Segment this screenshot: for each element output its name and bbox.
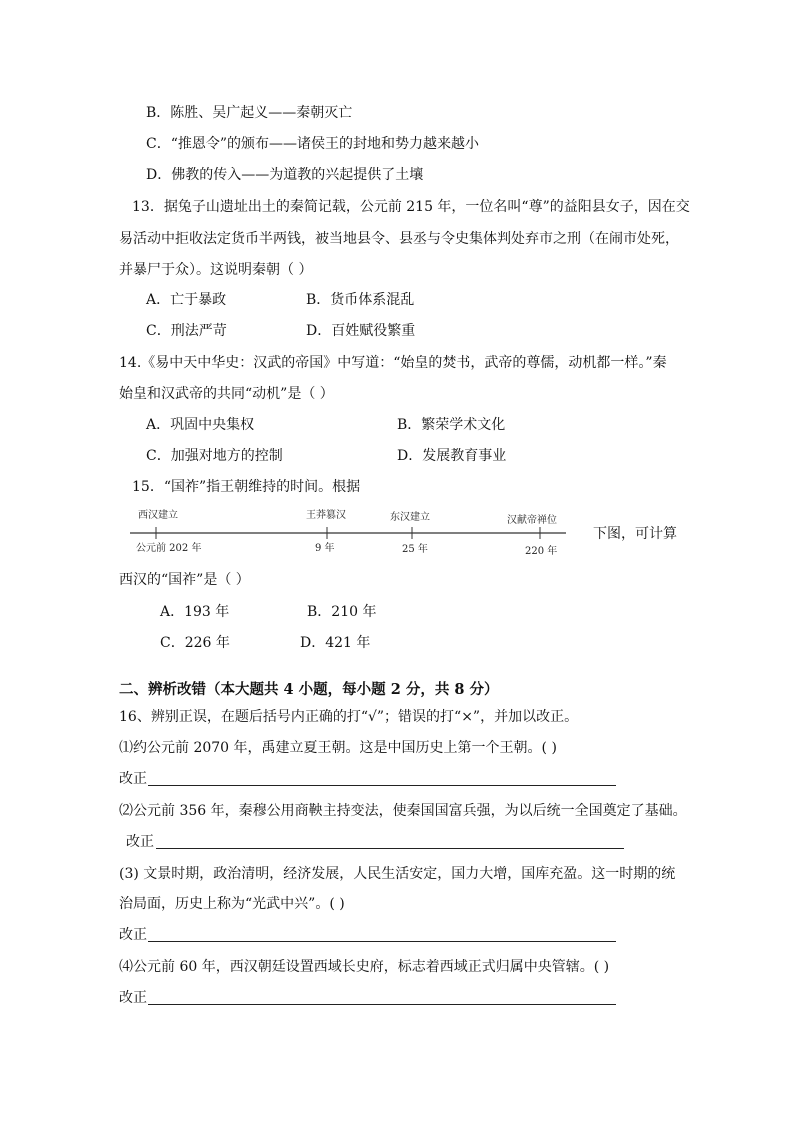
q12-option-b: B．陈胜、吴广起义——秦朝灭亡 bbox=[146, 105, 353, 121]
q15-option-d: D．421 年 bbox=[300, 635, 371, 651]
q14-stem-line2: 始皇和汉武帝的共同“动机”是（ ） bbox=[119, 386, 334, 402]
timeline-event-label: 西汉建立 bbox=[138, 510, 178, 521]
q16-correction-label: 改正 bbox=[126, 834, 154, 850]
timeline-event-year: 9 年 bbox=[315, 543, 335, 554]
q16-intro: 16、辨别正误，在题后括号内正确的打“√”；错误的打“×”，并加以改正。 bbox=[119, 709, 579, 725]
q12-option-c: C．“推恩令”的颁布——诸侯王的封地和势力越来越小 bbox=[146, 136, 480, 152]
timeline-event-year: 25 年 bbox=[402, 544, 428, 555]
q14-stem-line1: 14.《易中天中华史：汉武的帝国》中写道：“始皇的焚书，武帝的尊儒，动机都一样。”秦 bbox=[119, 355, 667, 371]
timeline-event-year: 公元前 202 年 bbox=[136, 543, 202, 554]
timeline-event-4 bbox=[507, 513, 557, 557]
timeline-figure bbox=[130, 506, 570, 564]
section-2-heading: 二、辨析改错（本大题共 4 小题，每小题 2 分，共 8 分） bbox=[119, 681, 499, 698]
q12-option-d: D．佛教的传入——为道教的兴起提供了土壤 bbox=[146, 167, 424, 183]
q15-stem-after-figure: 下图，可计算 bbox=[593, 526, 677, 542]
timeline-event-label: 东汉建立 bbox=[390, 512, 430, 523]
q15-option-a: A．193 年 bbox=[160, 604, 230, 620]
q15-option-c: C．226 年 bbox=[160, 635, 230, 651]
q14-option-d: D．发展教育事业 bbox=[397, 448, 507, 464]
q16-correction-line-2[interactable] bbox=[156, 848, 624, 849]
q16-item-4: ⑷公元前 60 年，西汉朝廷设置西域长史府，标志着西域正式归属中央管辖。( ) bbox=[119, 959, 610, 975]
q16-correction-line-3[interactable] bbox=[148, 941, 616, 942]
q15-stem-line1: 15．“国祚”指王朝维持的时间。根据 bbox=[132, 479, 361, 495]
q16-item-2: ⑵公元前 356 年，秦穆公用商鞅主持变法，使秦国国富兵强，为以后统一全国奠定了基础。 bbox=[119, 803, 687, 819]
q16-correction-label: 改正 bbox=[119, 771, 147, 787]
q16-item-1: ⑴约公元前 2070 年，禹建立夏王朝。这是中国历史上第一个王朝。( ) bbox=[119, 740, 557, 756]
q13-option-a: A．亡于暴政 bbox=[146, 292, 227, 308]
q14-option-a: A．巩固中央集权 bbox=[146, 417, 255, 433]
timeline-event-label: 王莽篡汉 bbox=[306, 510, 346, 521]
q15-option-b: B．210 年 bbox=[307, 604, 377, 620]
q14-option-c: C．加强对地方的控制 bbox=[146, 448, 283, 464]
q13-option-c: C．刑法严苛 bbox=[146, 323, 227, 339]
q16-correction-line-4[interactable] bbox=[148, 1004, 616, 1005]
q14-option-b: B．繁荣学术文化 bbox=[397, 417, 506, 433]
q16-correction-label: 改正 bbox=[119, 927, 147, 943]
q16-item-3-line2: 治局面，历史上称为“光武中兴”。( ) bbox=[119, 896, 345, 912]
q13-option-b: B．货币体系混乱 bbox=[306, 292, 415, 308]
timeline-event-1 bbox=[136, 508, 201, 554]
timeline-event-2 bbox=[306, 508, 346, 554]
q16-correction-line-1[interactable] bbox=[148, 785, 616, 786]
q13-option-d: D．百姓赋役繁重 bbox=[306, 323, 416, 339]
q13-stem-line1: 13．据兔子山遗址出土的秦简记载，公元前 215 年，一位名叫“尊”的益阳县女子，因在交 bbox=[132, 199, 690, 215]
timeline-event-label: 汉献帝禅位 bbox=[507, 515, 557, 526]
timeline-event-year: 220 年 bbox=[525, 546, 558, 557]
q16-correction-label: 改正 bbox=[119, 990, 147, 1006]
q15-stem-line2: 西汉的“国祚”是（ ） bbox=[119, 572, 250, 588]
q16-item-3-line1: (3) 文景时期，政治清明，经济发展，人民生活安定，国力大增，国库充盈。这一时期的统 bbox=[119, 866, 676, 882]
q13-stem-line2: 易活动中拒收法定货币半两钱，被当地县令、县丞与令史集体判处弃市之刑（在闹市处死， bbox=[119, 231, 679, 247]
q13-stem-line3: 并暴尸于众）。这说明秦朝（ ） bbox=[119, 262, 313, 278]
